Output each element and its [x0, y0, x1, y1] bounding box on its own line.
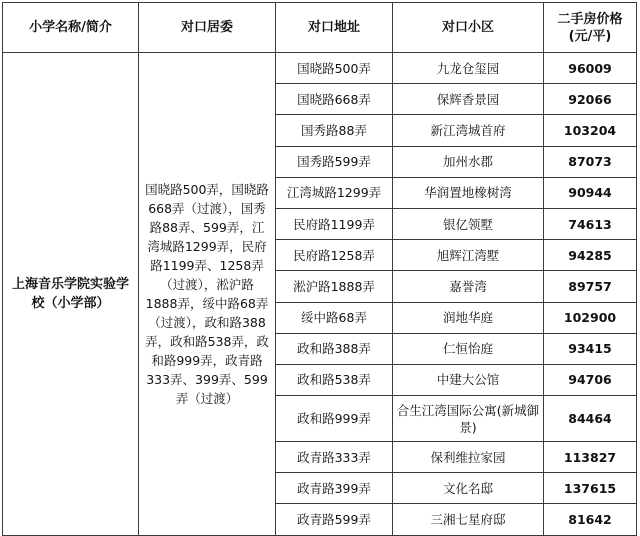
price-cell: 74613: [544, 208, 637, 239]
price-cell: 89757: [544, 271, 637, 302]
address-cell: 政青路399弄: [276, 473, 393, 504]
committee-cell: 国晓路500弄，国晓路668弄（过渡），国秀路88弄、599弄，江湾城路1299弄，民府路1199弄、1258弄（过渡），淞沪路1888弄，绥中路68弄（过渡），政和路388弄，政和路538弄，政和路999弄，政青路333弄、399弄、599弄（过渡）: [139, 53, 276, 536]
address-cell: 国秀路88弄: [276, 115, 393, 146]
address-cell: 政和路388弄: [276, 333, 393, 364]
community-cell: 加州水郡: [393, 146, 544, 177]
price-cell: 96009: [544, 53, 637, 84]
community-cell: 三湘七星府邸: [393, 504, 544, 535]
address-cell: 绥中路68弄: [276, 302, 393, 333]
address-cell: 民府路1199弄: [276, 208, 393, 239]
address-cell: 江湾城路1299弄: [276, 177, 393, 208]
price-cell: 87073: [544, 146, 637, 177]
header-school: 小学名称/简介: [3, 3, 139, 53]
community-cell: 润地华庭: [393, 302, 544, 333]
address-cell: 淞沪路1888弄: [276, 271, 393, 302]
address-cell: 政青路599弄: [276, 504, 393, 535]
address-cell: 民府路1258弄: [276, 240, 393, 271]
community-cell: 旭辉江湾墅: [393, 240, 544, 271]
price-cell: 92066: [544, 84, 637, 115]
community-cell: 仁恒怡庭: [393, 333, 544, 364]
school-district-table: [2, 2, 637, 536]
community-cell: 文化名邸: [393, 473, 544, 504]
community-cell: 保利维拉家园: [393, 442, 544, 473]
address-cell: 国晓路668弄: [276, 84, 393, 115]
community-cell: 华润置地橡树湾: [393, 177, 544, 208]
price-cell: 103204: [544, 115, 637, 146]
school-name-cell: 上海音乐学院实验学校（小学部）: [3, 53, 139, 536]
community-cell: 九龙仓玺园: [393, 53, 544, 84]
price-cell: 90944: [544, 177, 637, 208]
community-cell: 新江湾城首府: [393, 115, 544, 146]
price-cell: 93415: [544, 333, 637, 364]
table-row: [3, 53, 637, 84]
address-cell: 政青路333弄: [276, 442, 393, 473]
header-price: 二手房价格(元/平): [544, 3, 637, 53]
community-cell: 银亿领墅: [393, 208, 544, 239]
community-cell: 中建大公馆: [393, 364, 544, 395]
header-community: 对口小区: [393, 3, 544, 53]
header-address: 对口地址: [276, 3, 393, 53]
price-cell: 113827: [544, 442, 637, 473]
price-cell: 137615: [544, 473, 637, 504]
price-cell: 94706: [544, 364, 637, 395]
address-cell: 政和路999弄: [276, 396, 393, 442]
address-cell: 国晓路500弄: [276, 53, 393, 84]
price-cell: 84464: [544, 396, 637, 442]
community-cell: 嘉誉湾: [393, 271, 544, 302]
header-row: [3, 3, 637, 53]
price-cell: 94285: [544, 240, 637, 271]
address-cell: 政和路538弄: [276, 364, 393, 395]
community-cell: 保辉香景园: [393, 84, 544, 115]
address-cell: 国秀路599弄: [276, 146, 393, 177]
header-committee: 对口居委: [139, 3, 276, 53]
price-cell: 102900: [544, 302, 637, 333]
price-cell: 81642: [544, 504, 637, 535]
community-cell: 合生江湾国际公寓(新城御景): [393, 396, 544, 442]
